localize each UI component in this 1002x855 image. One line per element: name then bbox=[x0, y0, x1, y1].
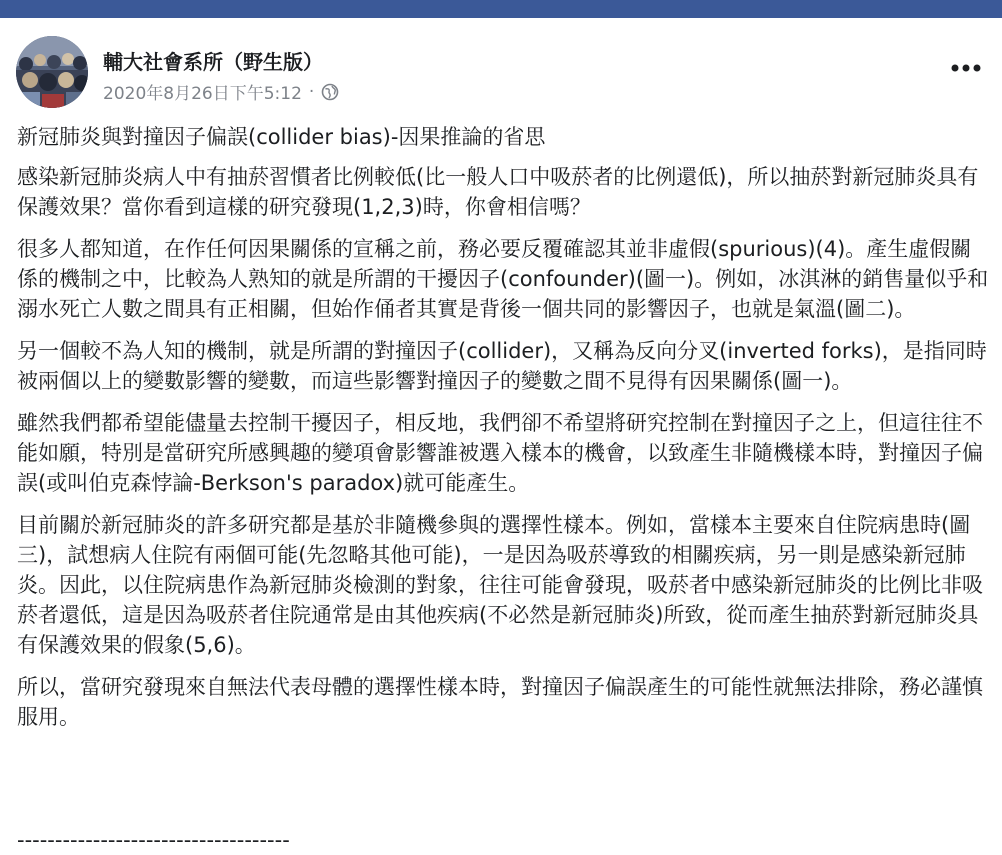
post-paragraph: 所以，當研究發現來自無法代表母體的選擇性樣本時，對撞因子偏誤產生的可能性就無法排除，務必謹慎服用。 bbox=[17, 675, 983, 729]
post-body bbox=[17, 122, 992, 744]
post-paragraph: 雖然我們都希望能儘量去控制干擾因子，相反地，我們卻不希望將研究控制在對撞因子之上，但這往往不能如願，特別是當研究所感興趣的變項會影響誰被選入樣本的機會，以致產生非隨機樣本時，對撞因子偏誤(或叫伯克森悖論-Berkson's paradox)就可能產生。 bbox=[17, 411, 983, 495]
top-navigation-bar bbox=[0, 0, 1002, 18]
avatar[interactable] bbox=[16, 36, 88, 108]
more-options-icon bbox=[951, 64, 981, 72]
post-paragraph: 另一個較不為人知的機制，就是所謂的對撞因子(collider)，又稱為反向分叉(inverted forks)，是指同時被兩個以上的變數影響的變數，而這些影響對撞因子的變數之間不見得有因果關係(圖一)。 bbox=[17, 339, 987, 393]
post-paragraph: 很多人都知道，在作任何因果關係的宣稱之前，務必要反覆確認其並非虛假(spurious)(4)。產生虛假關係的機制之中，比較為人熟知的就是所謂的干擾因子(confounder)(圖一)。例如，冰淇淋的銷售量似乎和溺水死亡人數之間具有正相關，但始作俑者其實是背後一個共同的影響因子，也就是氣溫(圖二)。 bbox=[17, 237, 989, 321]
post-paragraph: 目前關於新冠肺炎的許多研究都是基於非隨機參與的選擇性樣本。例如，當樣本主要來自住院病患時(圖三)，試想病人住院有兩個可能(先忽略其他可能)，一是因為吸菸導致的相關疾病，另一則是感染新冠肺炎。因此，以住院病患作為新冠肺炎檢測的對象，往往可能會發現，吸菸者中感染新冠肺炎的比例比非吸菸者還低，這是因為吸菸者住院通常是由其他疾病(不必然是新冠肺炎)所致，從而產生抽菸對新冠肺炎具有保護效果的假象(5,6)。 bbox=[17, 513, 983, 657]
meta-separator: · bbox=[308, 81, 315, 102]
post-meta bbox=[103, 79, 339, 104]
text-divider: ------------------------------------ bbox=[17, 828, 290, 852]
more-options-button[interactable] bbox=[944, 54, 988, 82]
post-title: 新冠肺炎與對撞因子偏誤(collider bias)-因果推論的省思 bbox=[17, 125, 546, 149]
page-name-link[interactable]: 輔大社會系所（野生版） bbox=[103, 50, 323, 74]
globe-icon[interactable] bbox=[321, 83, 339, 101]
post-paragraph: 感染新冠肺炎病人中有抽菸習慣者比例較低(比一般人口中吸菸者的比例還低)，所以抽菸對新冠肺炎具有保護效果？當你看到這樣的研究發現(1,2,3)時，你會相信嗎？ bbox=[17, 165, 979, 219]
post-card bbox=[0, 18, 1002, 852]
post-timestamp[interactable]: 2020年8月26日下午5:12 bbox=[103, 84, 302, 104]
